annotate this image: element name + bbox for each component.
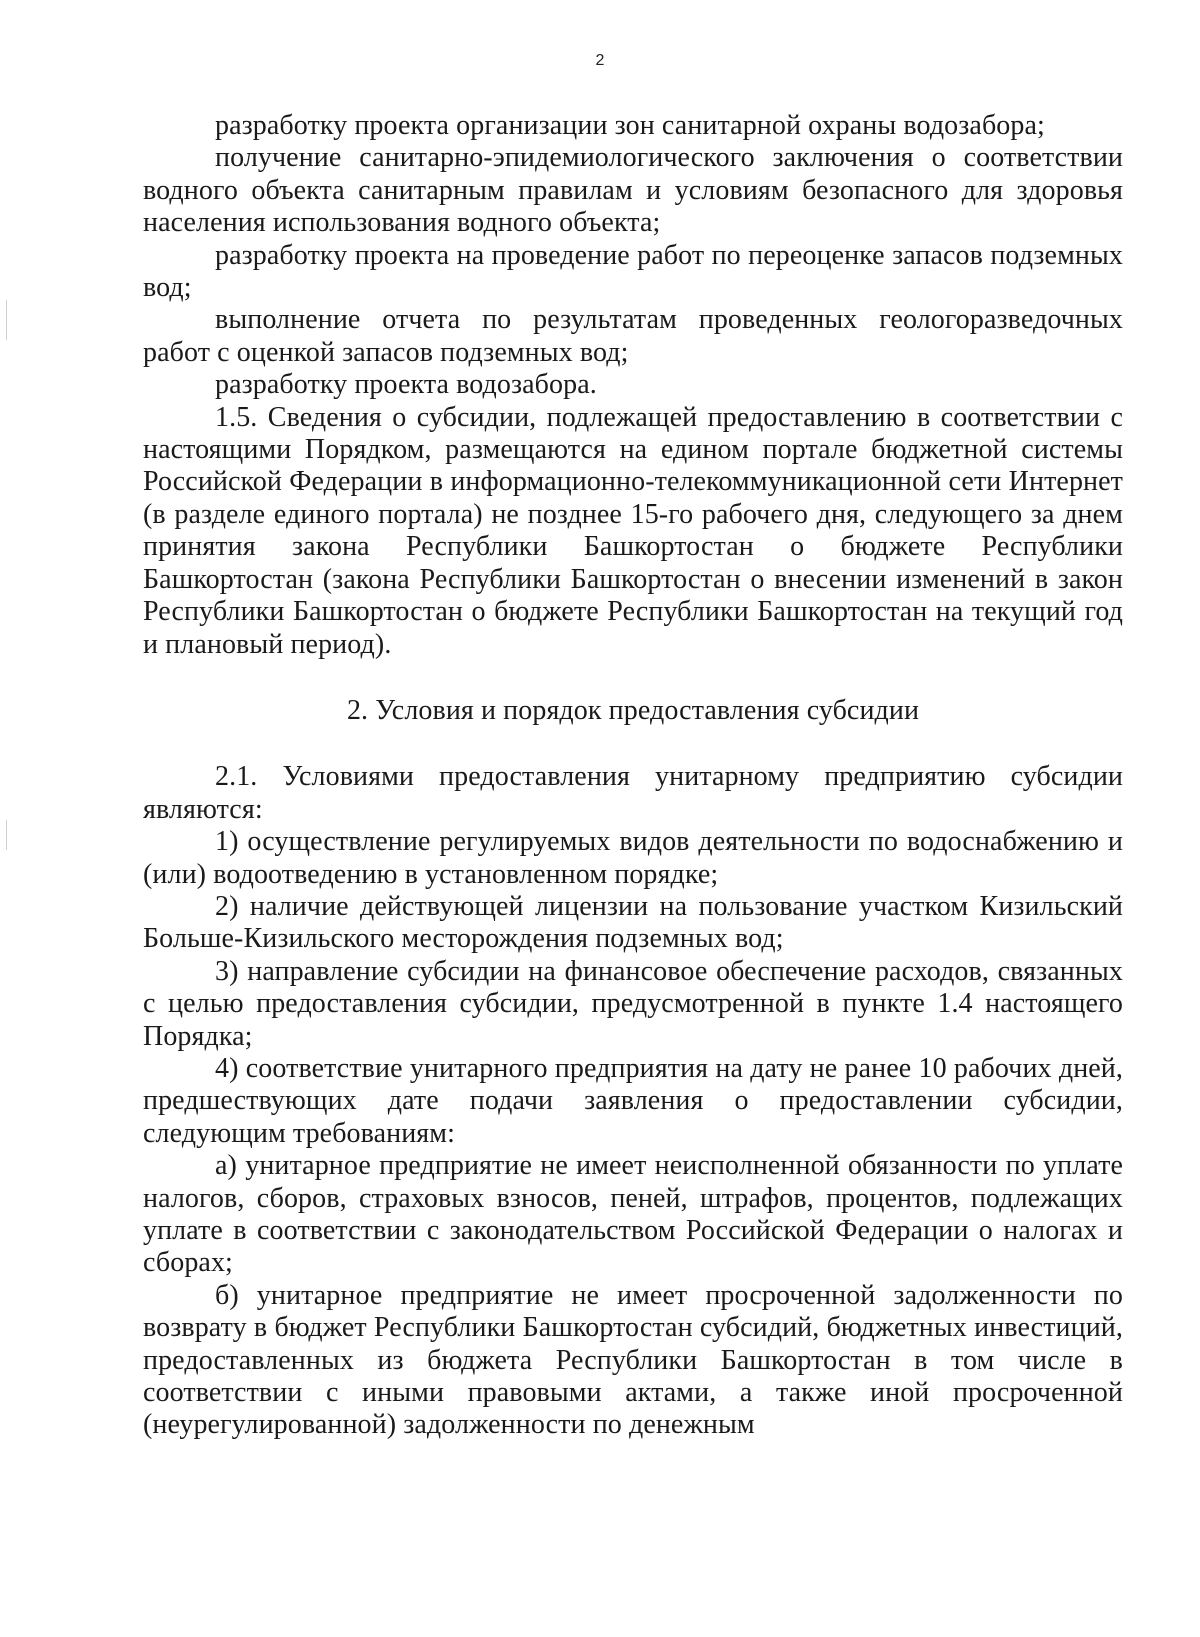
paragraph: выполнение отчета по результатам проведенных геологоразведочных работ с оценкой запасов подземных вод; xyxy=(143,304,1123,368)
list-item: 4) соответствие унитарного предприятия на дату не ранее 10 рабочих дней, предшествующих дате подачи заявления о предоставлении субсидии, следующим требованиям: xyxy=(143,1052,1123,1149)
paragraph-1-5: 1.5. Сведения о субсидии, подлежащей предоставлению в соответствии с настоящими Порядком, размещаются на едином портале бюджетной системы Российской Федерации в информационно-телекоммуникационной сети Интернет (в разделе единого портала) не позднее 15-го рабочего дня, следующего за днем принятия закона Республики Башкортостан о бюджете Республики Башкортостан (закона Республики Башкортостан о внесении изменений в закон Республики Башкортостан о бюджете Республики Башкортостан на текущий год и плановый период). xyxy=(143,401,1123,660)
scan-edge-mark xyxy=(6,820,7,850)
paragraph: разработку проекта организации зон санитарной охраны водозабора; xyxy=(215,110,1045,141)
paragraph: разработку проекта на проведение работ по переоценке запасов подземных вод; xyxy=(143,239,1123,304)
list-item: 2) наличие действующей лицензии на пользование участком Кизильский Больше-Кизильского месторождения подземных вод; xyxy=(143,890,1123,955)
sub-list-item: б) унитарное предприятие не имеет просроченной задолженности по возврату в бюджет Республики Башкортостан субсидий, бюджетных инвестиций, предоставленных из бюджета Республики Башкортостан в том числе в соответствии с иными правовыми актами, а также иной просроченной (неурегулированной) задолженности по денежным xyxy=(143,1279,1123,1441)
list-item: 3) направление субсидии на финансовое обеспечение расходов, связанных с целью предоставления субсидии, предусмотренной в пункте 1.4 настоящего Порядка; xyxy=(143,955,1123,1052)
list-item: 1) осуществление регулируемых видов деятельности по водоснабжению и (или) водоотведению в установленном порядке; xyxy=(143,826,1123,890)
page-number: 2 xyxy=(595,52,605,69)
sub-list-item: а) унитарное предприятие не имеет неисполненной обязанности по уплате налогов, сборов, страховых взносов, пеней, штрафов, процентов, подлежащих уплате в соответствии с законодательством Российской Федерации о налогах и сборах; xyxy=(143,1150,1123,1279)
section-heading: 2. Условия и порядок предоставления субсидии xyxy=(346,694,920,726)
document-body xyxy=(143,110,1123,1442)
scan-edge-mark xyxy=(6,300,7,340)
paragraph-2-1: 2.1. Условиями предоставления унитарному предприятию субсидии являются: xyxy=(143,761,1123,825)
paragraph: разработку проекта водозабора. xyxy=(215,369,597,401)
paragraph: получение санитарно-эпидемиологического заключения о соответствии водного объекта санитарным правилам и условиям безопасного для здоровья населения использования водного объекта; xyxy=(143,142,1123,239)
